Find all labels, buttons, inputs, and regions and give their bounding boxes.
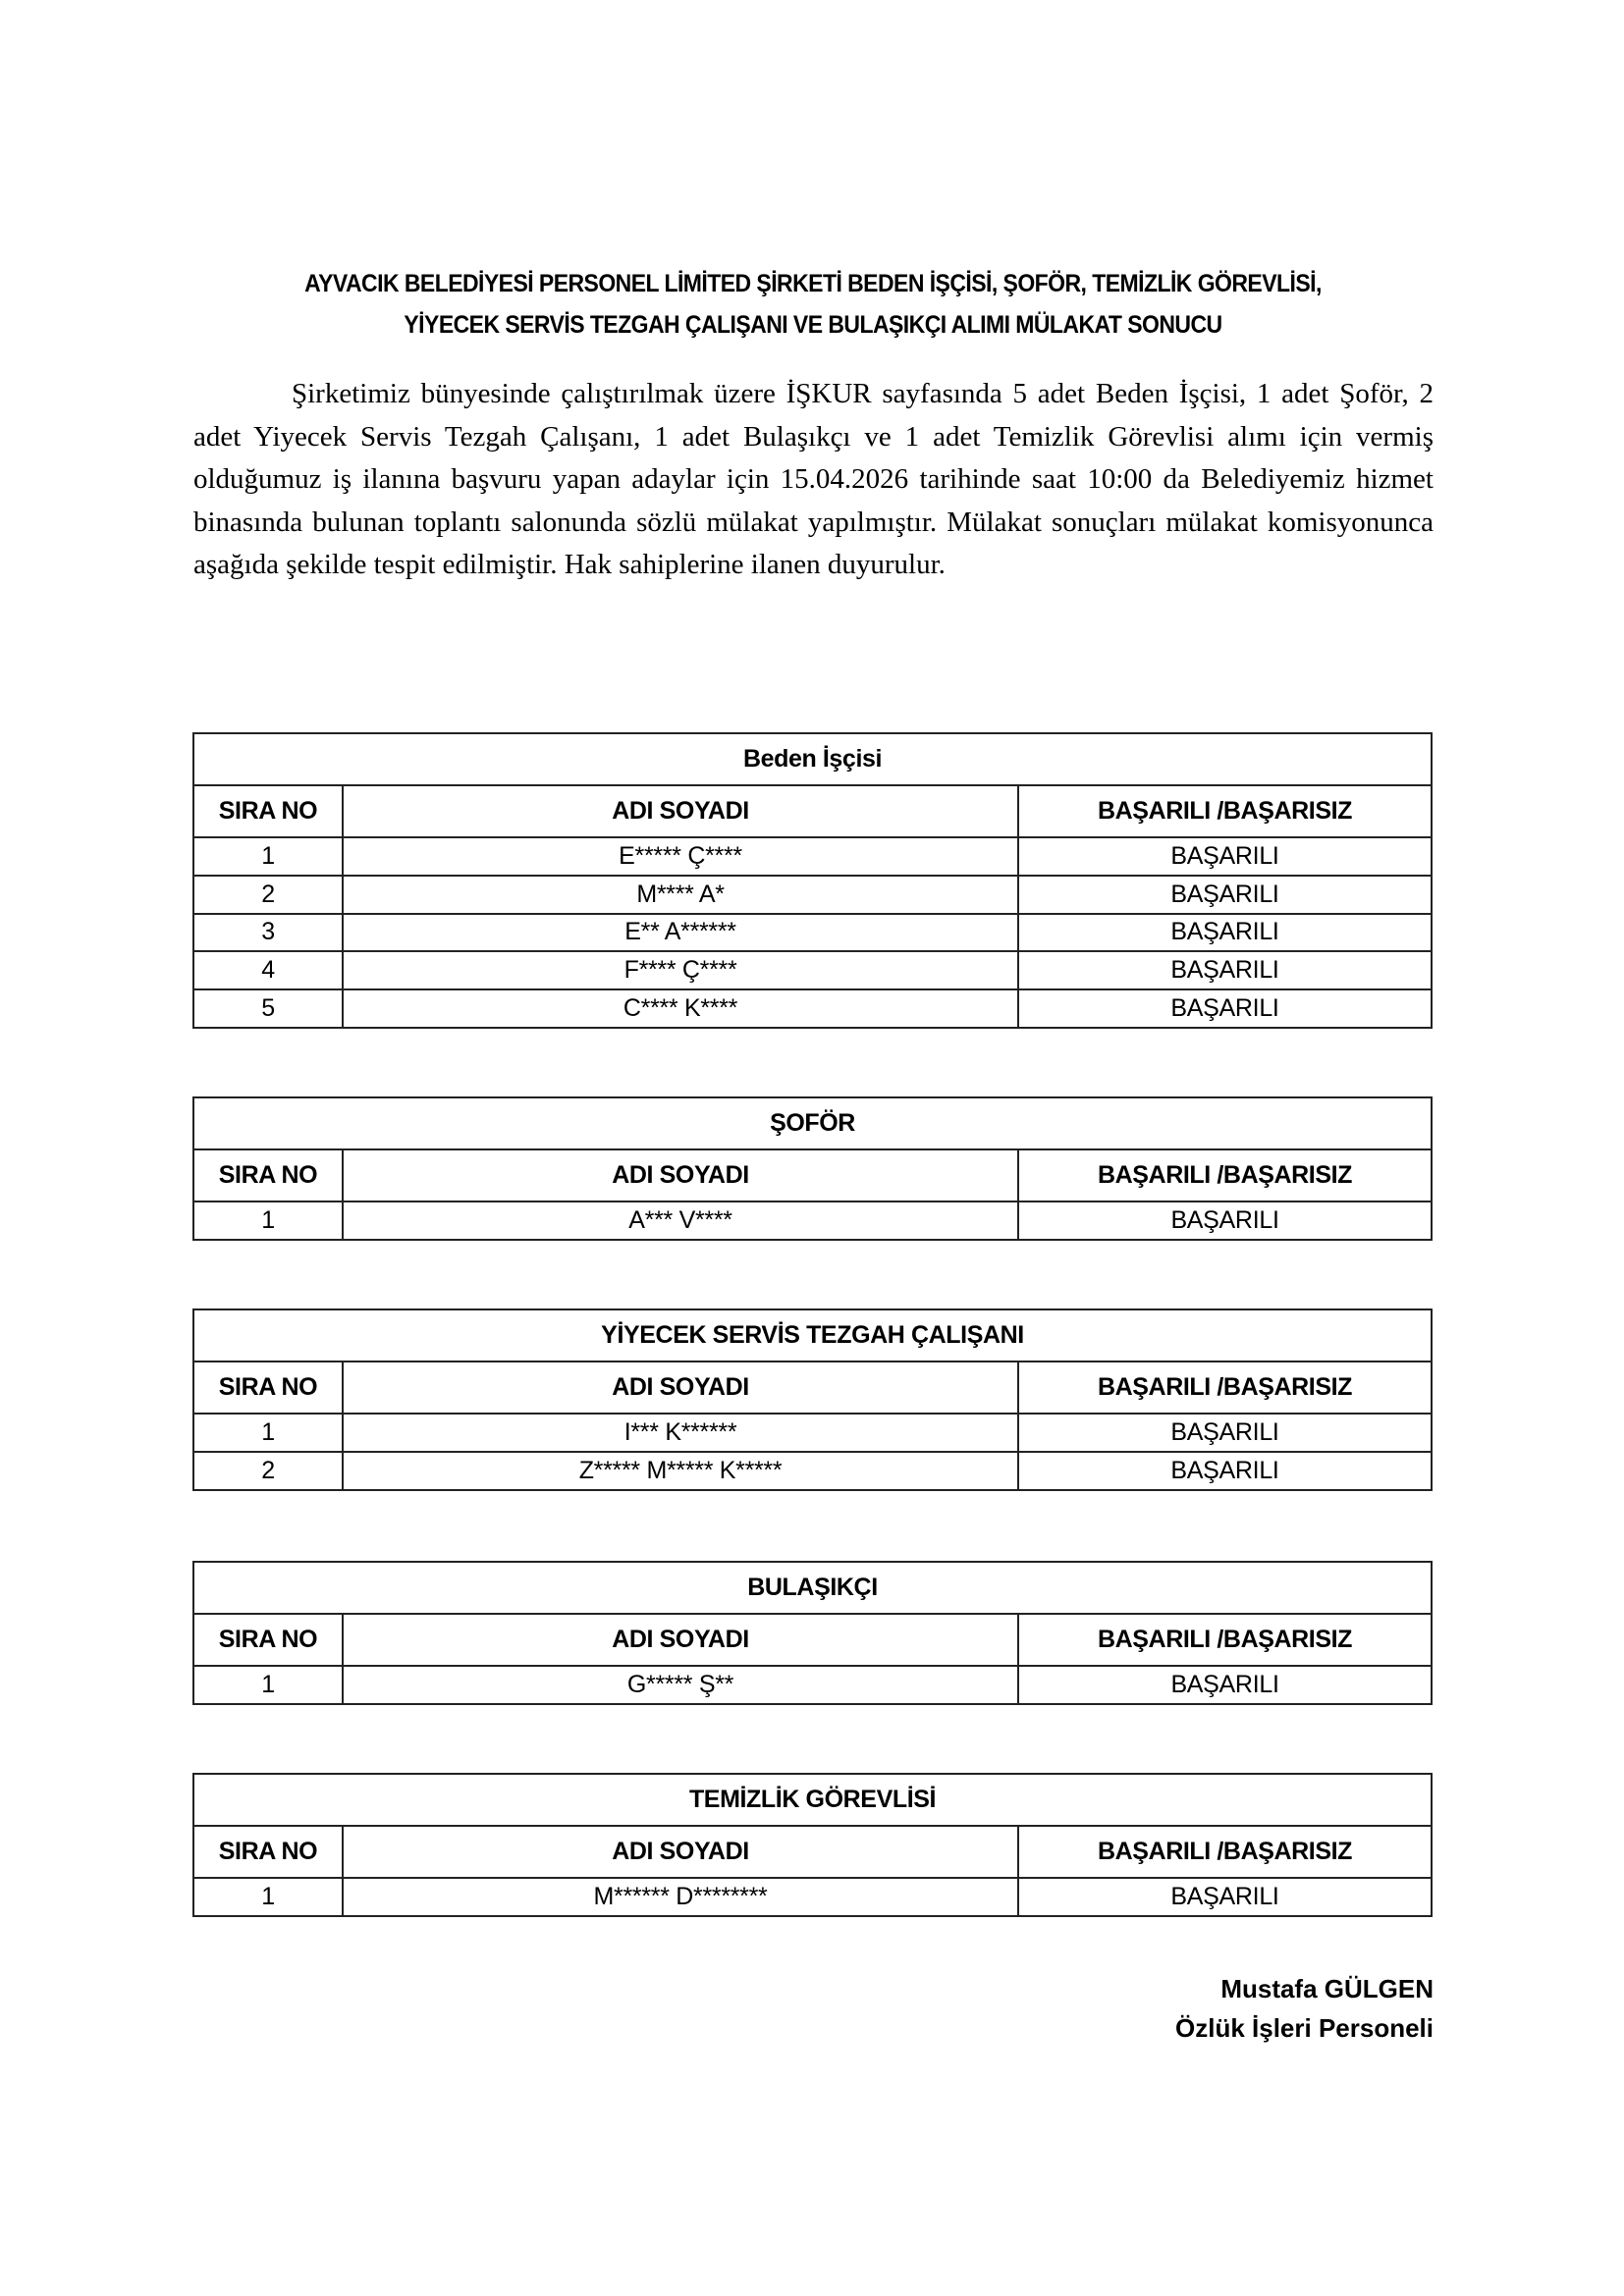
cell-sonuc: BAŞARILI xyxy=(1018,1452,1432,1490)
column-header-adi-soyadi: ADI SOYADI xyxy=(343,1362,1018,1414)
table-caption: BULAŞIKÇI xyxy=(193,1562,1432,1614)
cell-sonuc: BAŞARILI xyxy=(1018,1878,1432,1916)
cell-sira-no: 1 xyxy=(193,837,343,876)
cell-sira-no: 1 xyxy=(193,1878,343,1916)
table-row xyxy=(193,1414,1432,1452)
cell-sonuc: BAŞARILI xyxy=(1018,914,1432,952)
results-table-yiyecek-servis xyxy=(192,1308,1433,1491)
table-row xyxy=(193,1201,1432,1240)
column-header-sonuc: BAŞARILI /BAŞARISIZ xyxy=(1018,1149,1432,1201)
cell-adi-soyadi: A*** V**** xyxy=(343,1201,1018,1240)
cell-adi-soyadi: G***** Ş** xyxy=(343,1666,1018,1704)
column-header-sonuc: BAŞARILI /BAŞARISIZ xyxy=(1018,785,1432,837)
cell-adi-soyadi: F**** Ç**** xyxy=(343,951,1018,989)
cell-adi-soyadi: C**** K**** xyxy=(343,989,1018,1028)
cell-sira-no: 1 xyxy=(193,1201,343,1240)
column-header-sira-no: SIRA NO xyxy=(193,1362,343,1414)
cell-sira-no: 3 xyxy=(193,914,343,952)
table-caption: YİYECEK SERVİS TEZGAH ÇALIŞANI xyxy=(193,1309,1432,1362)
column-header-adi-soyadi: ADI SOYADI xyxy=(343,1614,1018,1666)
column-header-sira-no: SIRA NO xyxy=(193,785,343,837)
results-table-temizlik-gorevlisi xyxy=(192,1773,1433,1917)
column-header-sonuc: BAŞARILI /BAŞARISIZ xyxy=(1018,1362,1432,1414)
table-row xyxy=(193,1878,1432,1916)
table-row xyxy=(193,876,1432,914)
column-header-adi-soyadi: ADI SOYADI xyxy=(343,1149,1018,1201)
intro-paragraph: Şirketimiz bünyesinde çalıştırılmak üzere İŞKUR sayfasında 5 adet Beden İşçisi, 1 adet Şoför, 2 adet Yiyecek Servis Tezgah Çalışanı, 1 adet Bulaşıkçı ve 1 adet Temizlik Görevlisi alımı için vermiş olduğumuz iş ilanına başvuru yapan adaylar için 15.04.2026 tarihinde saat 10:00 da Belediyemiz hizmet binasında bulunan toplantı salonunda sözlü mülakat yapılmıştır. Mülakat sonuçları mülakat komisyonunca aşağıda şekilde tespit edilmiştir. Hak sahiplerine ilanen duyurulur. xyxy=(193,378,1434,580)
column-header-sira-no: SIRA NO xyxy=(193,1614,343,1666)
table-row xyxy=(193,1666,1432,1704)
cell-adi-soyadi: E** A****** xyxy=(343,914,1018,952)
column-header-sira-no: SIRA NO xyxy=(193,1149,343,1201)
results-table-beden-iscisi xyxy=(192,732,1433,1029)
column-header-adi-soyadi: ADI SOYADI xyxy=(343,785,1018,837)
cell-sira-no: 1 xyxy=(193,1414,343,1452)
signatory-name: Mustafa GÜLGEN xyxy=(1220,1974,1434,2003)
cell-sonuc: BAŞARILI xyxy=(1018,1414,1432,1452)
results-table-sofor xyxy=(192,1096,1433,1241)
title-line-1: AYVACIK BELEDİYESİ PERSONEL LİMİTED ŞİRKETİ BEDEN İŞÇİSİ, ŞOFÖR, TEMİZLİK GÖREVLİSİ, xyxy=(304,270,1322,297)
table-row xyxy=(193,1452,1432,1490)
signatory-role: Özlük İşleri Personeli xyxy=(1175,2013,1434,2043)
cell-adi-soyadi: E***** Ç**** xyxy=(343,837,1018,876)
cell-adi-soyadi: I*** K****** xyxy=(343,1414,1018,1452)
cell-sonuc: BAŞARILI xyxy=(1018,989,1432,1028)
cell-sira-no: 2 xyxy=(193,876,343,914)
results-table-bulasikci xyxy=(192,1561,1433,1705)
table-row xyxy=(193,837,1432,876)
signature-block xyxy=(1175,1969,1434,2048)
cell-sira-no: 5 xyxy=(193,989,343,1028)
cell-sira-no: 2 xyxy=(193,1452,343,1490)
column-header-sonuc: BAŞARILI /BAŞARISIZ xyxy=(1018,1614,1432,1666)
cell-sonuc: BAŞARILI xyxy=(1018,876,1432,914)
table-caption: Beden İşçisi xyxy=(193,733,1432,785)
document-title xyxy=(243,263,1384,346)
cell-adi-soyadi: M****** D******** xyxy=(343,1878,1018,1916)
column-header-sira-no: SIRA NO xyxy=(193,1826,343,1878)
cell-adi-soyadi: Z***** M***** K***** xyxy=(343,1452,1018,1490)
table-caption: TEMİZLİK GÖREVLİSİ xyxy=(193,1774,1432,1826)
cell-sonuc: BAŞARILI xyxy=(1018,1201,1432,1240)
table-row xyxy=(193,914,1432,952)
title-line-2: YİYECEK SERVİS TEZGAH ÇALIŞANI VE BULAŞIKÇI ALIMI MÜLAKAT SONUCU xyxy=(404,311,1222,339)
column-header-sonuc: BAŞARILI /BAŞARISIZ xyxy=(1018,1826,1432,1878)
cell-sira-no: 1 xyxy=(193,1666,343,1704)
cell-sonuc: BAŞARILI xyxy=(1018,837,1432,876)
column-header-adi-soyadi: ADI SOYADI xyxy=(343,1826,1018,1878)
cell-sonuc: BAŞARILI xyxy=(1018,951,1432,989)
table-caption: ŞOFÖR xyxy=(193,1097,1432,1149)
table-row xyxy=(193,989,1432,1028)
cell-adi-soyadi: M**** A* xyxy=(343,876,1018,914)
cell-sira-no: 4 xyxy=(193,951,343,989)
table-row xyxy=(193,951,1432,989)
cell-sonuc: BAŞARILI xyxy=(1018,1666,1432,1704)
